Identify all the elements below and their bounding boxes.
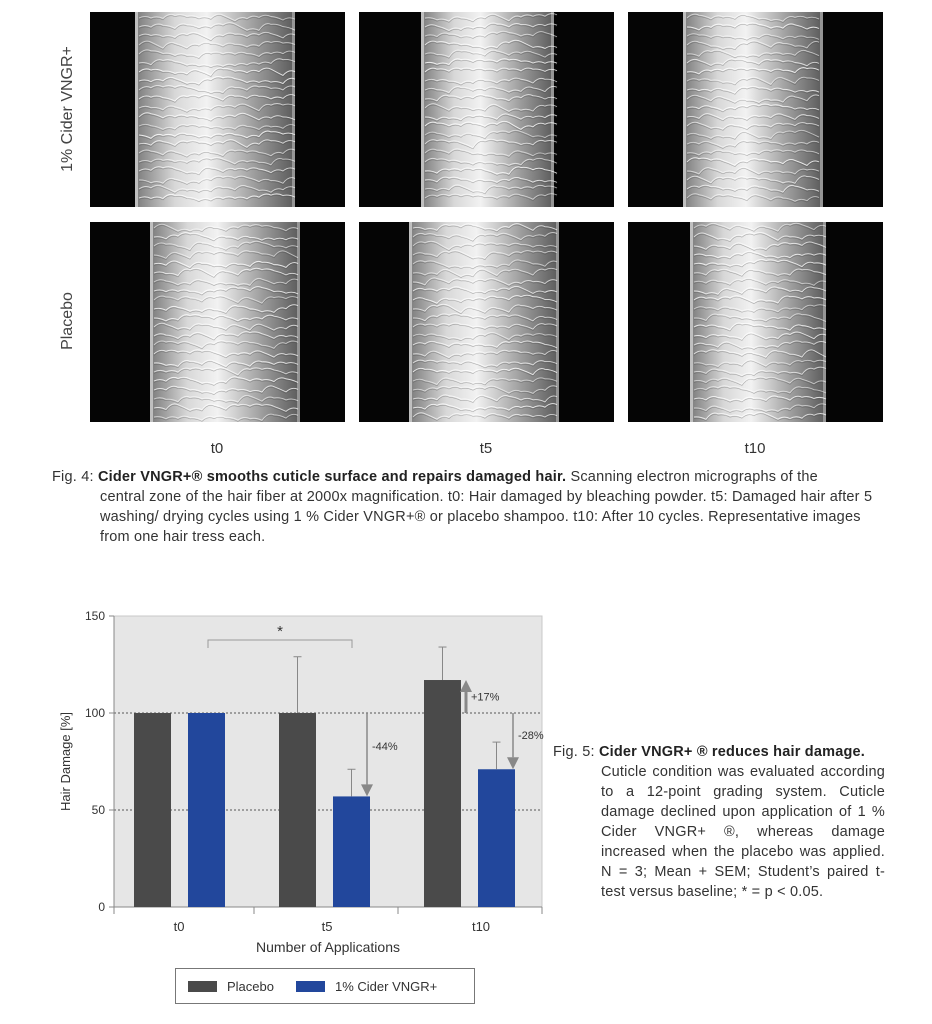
legend-item-cider bbox=[296, 979, 437, 994]
chart-legend bbox=[175, 968, 475, 1004]
bar-placebo-t10 bbox=[424, 680, 461, 907]
col-label-t10: t10 bbox=[744, 440, 766, 457]
micrograph-placebo-t10 bbox=[628, 222, 883, 422]
bar-cider-t10 bbox=[478, 769, 515, 907]
y-tick-label: 150 bbox=[84, 609, 105, 623]
y-axis-title: Hair Damage [%] bbox=[58, 712, 73, 811]
y-tick-label: 0 bbox=[98, 900, 105, 914]
significance-label: * bbox=[277, 623, 283, 640]
bar-placebo-t0 bbox=[134, 713, 171, 907]
legend-label-cider: 1% Cider VNGR+ bbox=[334, 978, 438, 994]
bar-cider-t5 bbox=[333, 796, 370, 907]
fig5-title: Cider VNGR+ ® reduces hair damage. bbox=[598, 744, 866, 760]
fig5-text: Cuticle condition was evaluated according to a 12-point grading system. Cuticle damage declined upon application of 1 % Cider VNGR+ ®, whereas damage increased when the placebo was applied. N = 3; Mean + SEM; Student’s paired t-test versus baseline; * = p < 0.05. bbox=[601, 764, 885, 900]
y-tick-label: 100 bbox=[84, 706, 105, 720]
fig5-number: Fig. 5: bbox=[553, 744, 595, 760]
x-tick-label: t0 bbox=[173, 919, 185, 934]
fig4-number: Fig. 4: bbox=[52, 469, 94, 485]
change-label: +17% bbox=[471, 691, 500, 704]
fig5-caption bbox=[553, 742, 885, 902]
fig4-text-line1: Scanning electron micrographs of the bbox=[570, 469, 818, 485]
fig4-text-rest: central zone of the hair fiber at 2000x magnification. t0: Hair damaged by bleaching powder. t5: Damaged hair after 5 washing/ drying cycles using 1 % Cider VNGR+® or placebo shampoo. t10: After 10 cycles. Representative images from one hair tress each. bbox=[100, 489, 873, 545]
legend-item-placebo bbox=[188, 979, 274, 994]
plot-area bbox=[114, 616, 542, 907]
bar-placebo-t5 bbox=[279, 713, 316, 907]
y-tick-label: 50 bbox=[91, 803, 105, 817]
change-label: -28% bbox=[518, 730, 544, 742]
row-label-placebo: Placebo bbox=[59, 292, 76, 350]
hair-fiber-image bbox=[628, 222, 883, 422]
change-label: -44% bbox=[372, 741, 398, 753]
bar-cider-t0 bbox=[188, 713, 225, 907]
x-axis-title: Number of Applications bbox=[256, 939, 400, 955]
x-tick-label: t5 bbox=[321, 919, 333, 934]
row-label-cider: 1% Cider VNGR+ bbox=[59, 46, 76, 172]
hair-fiber-image bbox=[628, 12, 883, 207]
col-label-t5: t5 bbox=[479, 440, 493, 457]
legend-label-placebo: Placebo bbox=[227, 978, 274, 994]
legend-swatch-cider bbox=[296, 981, 325, 992]
x-tick-label: t10 bbox=[471, 919, 491, 934]
fig4-title: Cider VNGR+® smooths cuticle surface and repairs damaged hair. bbox=[97, 469, 567, 485]
col-label-t0: t0 bbox=[210, 440, 224, 457]
legend-swatch-placebo bbox=[188, 981, 217, 992]
micrograph-cider-t10 bbox=[628, 12, 883, 207]
